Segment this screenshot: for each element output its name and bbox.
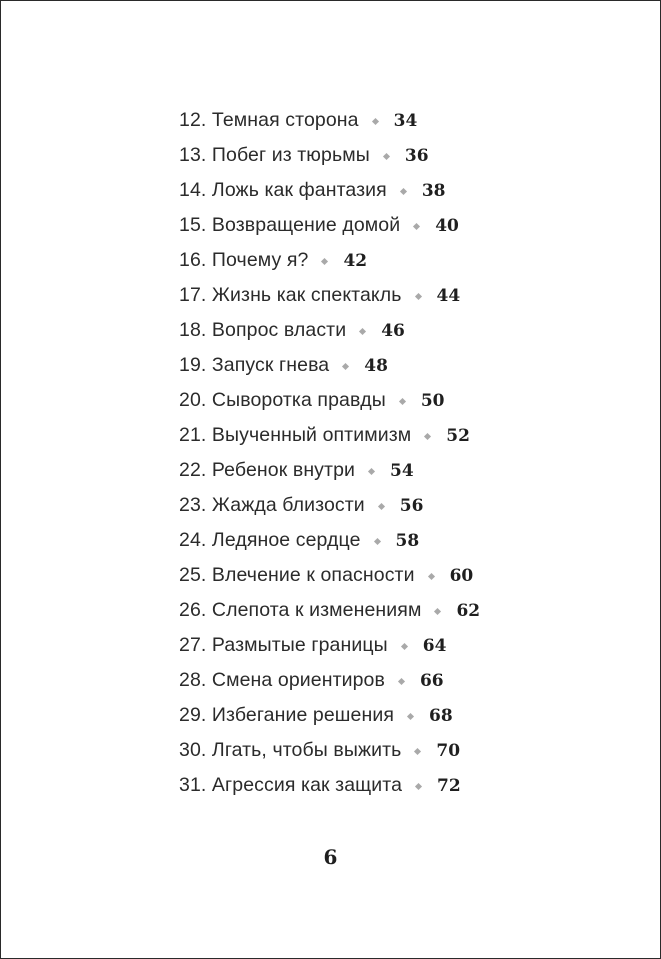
toc-entry: [179, 138, 480, 173]
toc-entry-page: 56: [399, 495, 424, 516]
toc-entry-page: 66: [419, 670, 444, 691]
diamond-separator-icon: [434, 608, 441, 615]
diamond-separator-icon: [368, 468, 375, 475]
diamond-separator-icon: [400, 188, 407, 195]
toc-entry-title: 17. Жизнь как спектакль: [179, 284, 402, 306]
toc-entry: [179, 768, 480, 803]
diamond-separator-icon: [372, 118, 379, 125]
toc-entry-title: 22. Ребенок внутри: [179, 459, 356, 481]
toc-entry-page: 48: [364, 355, 388, 376]
toc-entry: [179, 103, 480, 138]
toc-entry: [179, 208, 480, 243]
toc-entry: [179, 243, 480, 278]
toc-entry-title: 14. Ложь как фантазия: [179, 179, 387, 201]
toc-entry-title: 15. Возвращение домой: [179, 214, 401, 236]
diamond-separator-icon: [414, 293, 421, 300]
toc-entry: [179, 173, 480, 208]
diamond-separator-icon: [399, 398, 406, 405]
diamond-separator-icon: [413, 223, 420, 230]
diamond-separator-icon: [398, 678, 405, 685]
diamond-separator-icon: [401, 643, 408, 650]
toc-entry-page: 40: [435, 215, 459, 236]
toc-entry-page: 70: [436, 740, 461, 761]
toc-entry-title: 24. Ледяное сердце: [179, 529, 361, 551]
table-of-contents: [179, 103, 480, 803]
diamond-separator-icon: [378, 503, 385, 510]
diamond-separator-icon: [359, 328, 366, 335]
diamond-separator-icon: [373, 538, 380, 545]
toc-entry-title: 20. Сыворотка правды: [179, 389, 386, 411]
toc-entry-page: 38: [421, 180, 446, 201]
toc-entry-page: 36: [404, 145, 429, 166]
toc-entry-title: 21. Выученный оптимизм: [179, 424, 412, 446]
toc-entry-title: 16. Почему я?: [179, 249, 309, 271]
toc-entry-page: 64: [422, 635, 447, 656]
toc-entry-title: 27. Размытые границы: [179, 634, 388, 656]
toc-entry-page: 46: [381, 320, 405, 341]
toc-entry-page: 42: [343, 250, 368, 271]
diamond-separator-icon: [428, 573, 435, 580]
toc-entry: [179, 418, 480, 453]
toc-entry-title: 30. Лгать, чтобы выжить: [179, 739, 402, 761]
toc-entry-page: 62: [456, 600, 481, 621]
toc-entry: [179, 663, 480, 698]
toc-entry-title: 26. Слепота к изменениям: [179, 599, 422, 621]
toc-entry-page: 68: [429, 705, 453, 726]
toc-entry-title: 19. Запуск гнева: [179, 354, 330, 376]
toc-entry: [179, 733, 480, 768]
toc-entry-page: 50: [420, 390, 445, 411]
diamond-separator-icon: [415, 783, 422, 790]
diamond-separator-icon: [321, 258, 328, 265]
toc-entry-page: 44: [436, 285, 461, 306]
toc-entry-page: 60: [449, 565, 474, 586]
toc-entry: [179, 453, 480, 488]
toc-entry-page: 58: [395, 530, 420, 551]
toc-entry: [179, 628, 480, 663]
diamond-separator-icon: [414, 748, 421, 755]
toc-entry-title: 29. Избегание решения: [179, 704, 395, 726]
toc-entry: [179, 278, 480, 313]
toc-entry: [179, 558, 480, 593]
diamond-separator-icon: [424, 433, 431, 440]
toc-entry: [179, 523, 480, 558]
toc-entry-page: 72: [437, 775, 461, 796]
toc-entry: [179, 348, 480, 383]
toc-entry-title: 25. Влечение к опасности: [179, 564, 415, 586]
toc-entry-title: 31. Агрессия как защита: [179, 774, 403, 796]
toc-entry: [179, 383, 480, 418]
toc-entry: [179, 593, 480, 628]
toc-entry-title: 23. Жажда близости: [179, 494, 365, 516]
toc-entry-page: 34: [393, 110, 418, 131]
toc-entry-title: 18. Вопрос власти: [179, 319, 347, 341]
diamond-separator-icon: [383, 153, 390, 160]
diamond-separator-icon: [342, 363, 349, 370]
toc-entry: [179, 313, 480, 348]
toc-entry-title: 28. Смена ориентиров: [179, 669, 385, 691]
toc-entry: [179, 488, 480, 523]
toc-entry-title: 12. Темная сторона: [179, 109, 359, 131]
toc-entry-title: 13. Побег из тюрьмы: [179, 144, 370, 166]
toc-entry-page: 54: [390, 460, 414, 481]
toc-entry: [179, 698, 480, 733]
page-number: 6: [323, 845, 338, 869]
toc-entry-page: 52: [446, 425, 470, 446]
diamond-separator-icon: [407, 713, 414, 720]
